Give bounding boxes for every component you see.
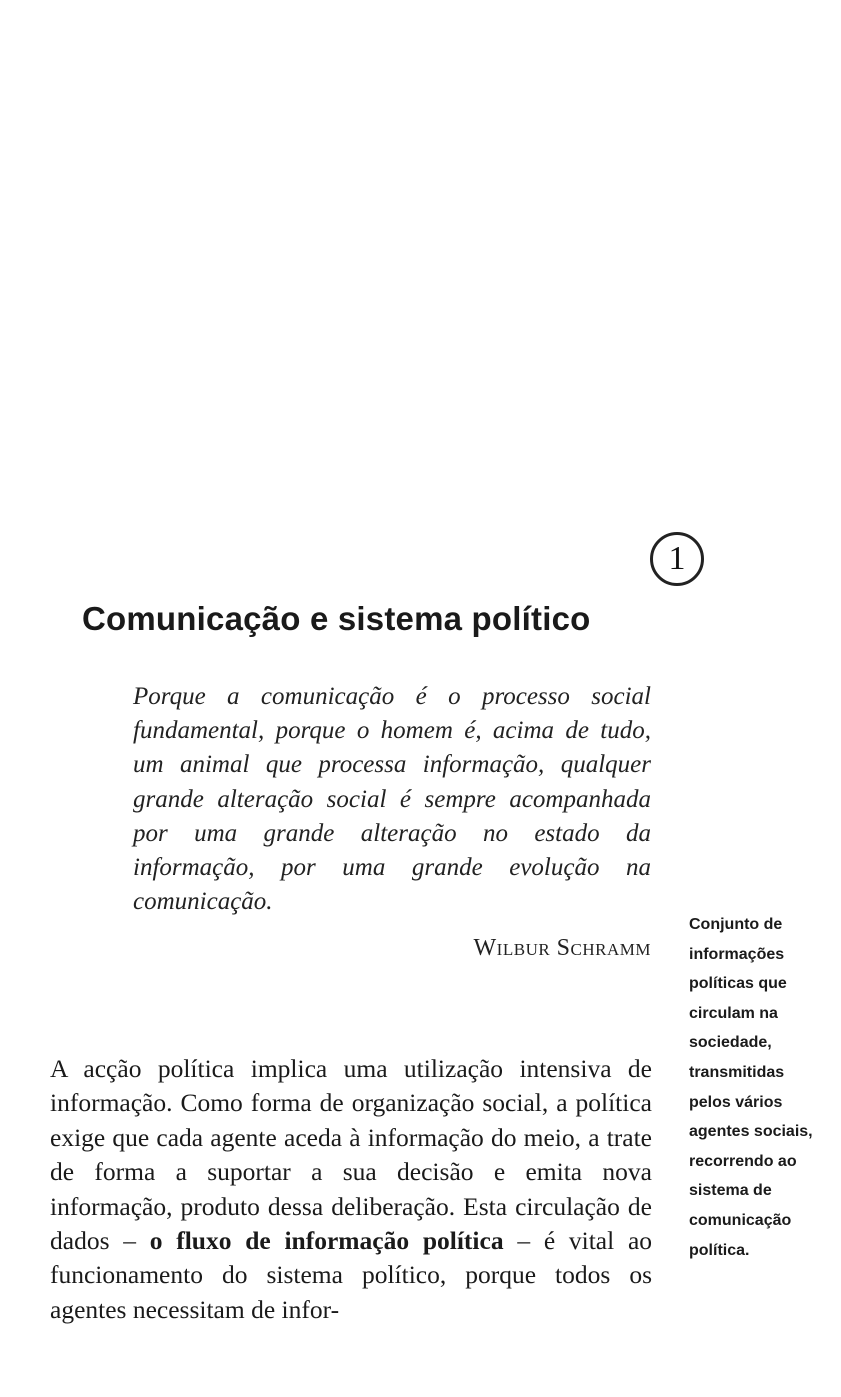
epigraph-quote: Porque a comunicação é o processo social fundamental, porque o homem é, acima de tudo, um animal que processa informação, qualquer grande alteração social é sempre acompanhada por uma grande alteração no estado da informação, por uma grande evolução na comunicação. xyxy=(133,683,651,916)
body-text-before: A acção política implica uma utilização intensiva de informação. Como forma de organização social, a política exige que cada agente aceda à informação do meio, a trate de forma a suportar a sua decisão e emita nova informação, produto dessa deliberação. Esta circulação de dados – xyxy=(50,1054,652,1256)
body-text-after: – é vital ao funcionamento do sistema político, porque todos os agentes necessitam de infor- xyxy=(50,1226,653,1324)
body-paragraph xyxy=(50,1052,652,1327)
margin-definition-note: Conjunto de informações políticas que circulam na sociedade, transmitidas pelos vários agentes sociais, recorrendo ao sistema de comunicação política. xyxy=(689,916,813,1259)
chapter-number-badge xyxy=(650,532,704,586)
chapter-title: Comunicação e sistema político xyxy=(82,600,591,637)
highlighted-term: o fluxo de informação política xyxy=(149,1226,504,1256)
epigraph-author: Wilbur Schramm xyxy=(473,935,651,961)
chapter-number: 1 xyxy=(668,540,686,577)
